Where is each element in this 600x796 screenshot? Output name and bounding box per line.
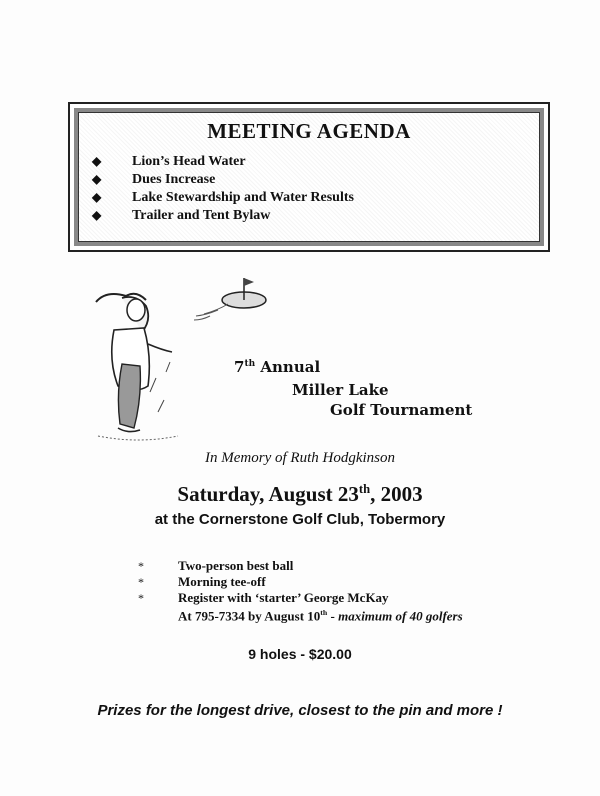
event-details-list bbox=[138, 558, 389, 606]
asterisk-bullet-icon: * bbox=[138, 575, 144, 589]
memorial-line: In Memory of Ruth Hodgkinson bbox=[205, 450, 395, 466]
detail-item: * Register with ‘starter’ George McKay bbox=[138, 590, 389, 605]
diamond-bullet-icon: ◆ bbox=[92, 172, 102, 186]
agenda-item: ◆ Trailer and Tent Bylaw bbox=[92, 208, 271, 223]
event-venue: at the Cornerstone Golf Club, Tobermory bbox=[154, 511, 446, 528]
tournament-line-lake: Miller Lake bbox=[292, 381, 389, 399]
prizes-line: Prizes for the longest drive, closest to the pin and more ! bbox=[97, 702, 503, 719]
tournament-line-annual: 7th Annual bbox=[234, 358, 321, 376]
agenda-title: MEETING AGENDA bbox=[207, 119, 411, 143]
detail-item: * Two-person best ball bbox=[138, 558, 294, 573]
asterisk-bullet-icon: * bbox=[138, 591, 144, 605]
diamond-bullet-icon: ◆ bbox=[92, 208, 102, 222]
golf-green-flag-icon bbox=[194, 278, 266, 320]
diamond-bullet-icon: ◆ bbox=[92, 190, 102, 204]
agenda-frame bbox=[74, 108, 544, 246]
agenda-list bbox=[92, 152, 354, 224]
agenda-box bbox=[68, 102, 550, 252]
event-date: Saturday, August 23th, 2003 bbox=[177, 482, 423, 506]
registration-contact: At 795-7334 by August 10th - maximum of 40 golfers bbox=[178, 608, 463, 624]
detail-item: * Morning tee-off bbox=[138, 574, 266, 589]
agenda-item: ◆ Lion’s Head Water bbox=[92, 154, 246, 169]
agenda-item: ◆ Lake Stewardship and Water Results bbox=[92, 190, 354, 205]
price-line: 9 holes - $20.00 bbox=[248, 646, 352, 662]
agenda-item: ◆ Dues Increase bbox=[92, 172, 216, 187]
tournament-line-golf: Golf Tournament bbox=[330, 401, 473, 419]
diamond-bullet-icon: ◆ bbox=[92, 154, 102, 168]
asterisk-bullet-icon: * bbox=[138, 559, 144, 573]
